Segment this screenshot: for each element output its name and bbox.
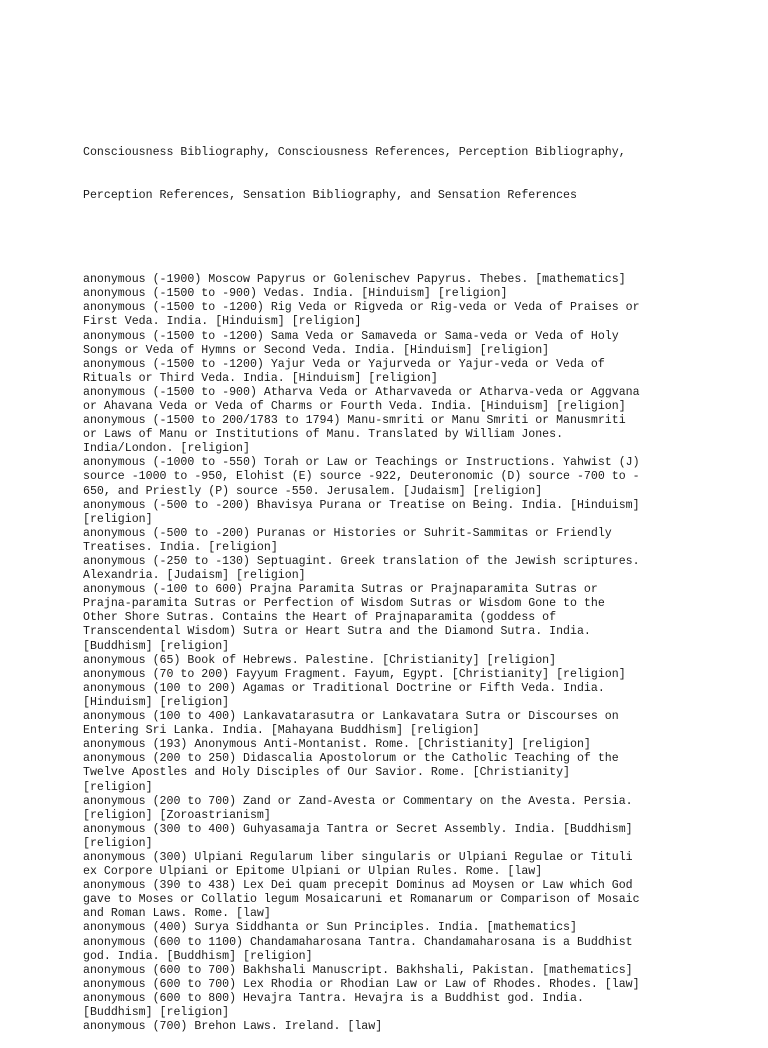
document-heading bbox=[83, 118, 693, 231]
bibliography-line: anonymous (100 to 400) Lankavatarasutra or Lankavatara Sutra or Discourses on bbox=[83, 710, 619, 724]
bibliography-line: anonymous (-1500 to 200/1783 to 1794) Manu-smriti or Manu Smriti or Manusmriti bbox=[83, 414, 626, 428]
bibliography-list bbox=[83, 273, 693, 1034]
bibliography-line: anonymous (700) Brehon Laws. Ireland. [law] bbox=[83, 1020, 383, 1034]
bibliography-line: anonymous (-1500 to -900) Vedas. India. [Hinduism] [religion] bbox=[83, 287, 508, 301]
bibliography-line: anonymous (100 to 200) Agamas or Traditional Doctrine or Fifth Veda. India. bbox=[83, 681, 605, 695]
bibliography-line: anonymous (65) Book of Hebrews. Palestine. [Christianity] [religion] bbox=[83, 653, 557, 667]
bibliography-line: god. India. [Buddhism] [religion] bbox=[83, 949, 313, 963]
bibliography-line: Other Shore Sutras. Contains the Heart of Prajnaparamita (goddess of bbox=[83, 611, 557, 625]
bibliography-line: anonymous (-500 to -200) Bhavisya Purana or Treatise on Being. India. [Hinduism] bbox=[83, 498, 640, 512]
bibliography-line: anonymous (-250 to -130) Septuagint. Greek translation of the Jewish scriptures. bbox=[83, 555, 640, 568]
bibliography-line: Twelve Apostles and Holy Disciples of Our Savior. Rome. [Christianity] bbox=[83, 766, 571, 780]
bibliography-line: India/London. [religion] bbox=[83, 442, 250, 456]
bibliography-line: Songs or Veda of Hymns or Second Veda. India. [Hinduism] [religion] bbox=[83, 343, 550, 357]
bibliography-line: anonymous (600 to 1100) Chandamaharosana Tantra. Chandamaharosana is a Buddhist bbox=[83, 935, 633, 949]
bibliography-line: source -1000 to -950, Elohist (E) source -922, Deuteronomic (D) source -700 to - bbox=[83, 470, 640, 484]
bibliography-line: anonymous (70 to 200) Fayyum Fragment. Fayum, Egypt. [Christianity] [religion] bbox=[83, 667, 626, 681]
bibliography-line: [religion] bbox=[83, 512, 153, 526]
bibliography-line: [religion] bbox=[83, 836, 153, 850]
bibliography-line: anonymous (193) Anonymous Anti-Montanist. Rome. [Christianity] [religion] bbox=[83, 738, 591, 752]
bibliography-line: anonymous (600 to 800) Hevajra Tantra. Hevajra is a Buddhist god. India. bbox=[83, 991, 584, 1005]
heading-line: Perception References, Sensation Bibliography, and Sensation References bbox=[83, 188, 577, 202]
bibliography-line: Alexandria. [Judaism] [religion] bbox=[83, 569, 306, 583]
heading-line: Consciousness Bibliography, Consciousness References, Perception Bibliography, bbox=[83, 146, 626, 160]
bibliography-line: anonymous (600 to 700) Bakhshali Manuscript. Bakhshali, Pakistan. [mathematics] bbox=[83, 963, 633, 977]
bibliography-line: First Veda. India. [Hinduism] [religion] bbox=[83, 315, 362, 329]
bibliography-line: Treatises. India. [religion] bbox=[83, 540, 278, 554]
bibliography-line: anonymous (300 to 400) Guhyasamaja Tantra or Secret Assembly. India. [Buddhism] bbox=[83, 822, 633, 836]
bibliography-line: anonymous (200 to 250) Didascalia Apostolorum or the Catholic Teaching of the bbox=[83, 752, 619, 766]
bibliography-line: anonymous (300) Ulpiani Regularum liber singularis or Ulpiani Regulae or Tituli bbox=[83, 850, 633, 864]
bibliography-line: anonymous (-1500 to -1200) Sama Veda or Samaveda or Sama-veda or Veda of Holy bbox=[83, 329, 619, 343]
bibliography-line: [Hinduism] [religion] bbox=[83, 695, 230, 709]
bibliography-line: or Laws of Manu or Institutions of Manu. Translated by William Jones. bbox=[83, 428, 564, 442]
bibliography-line: anonymous (600 to 700) Lex Rhodia or Rhodian Law or Law of Rhodes. Rhodes. [law] bbox=[83, 977, 640, 991]
bibliography-line: anonymous (200 to 700) Zand or Zand-Avesta or Commentary on the Avesta. Persia. bbox=[83, 794, 633, 808]
bibliography-line: anonymous (-1500 to -1200) Yajur Veda or Yajurveda or Yajur-veda or Veda of bbox=[83, 357, 605, 371]
bibliography-line: [religion] [Zoroastrianism] bbox=[83, 808, 271, 822]
bibliography-line: anonymous (-1900) Moscow Papyrus or Golenischev Papyrus. Thebes. [mathematics] bbox=[83, 273, 626, 287]
bibliography-line: anonymous (390 to 438) Lex Dei quam precepit Dominus ad Moysen or Law which God bbox=[83, 879, 633, 893]
bibliography-line: Transcendental Wisdom) Sutra or Heart Sutra and the Diamond Sutra. India. bbox=[83, 625, 591, 639]
bibliography-line: ex Corpore Ulpiani or Epitome Ulpiani or Ulpian Rules. Rome. [law] bbox=[83, 865, 543, 879]
bibliography-line: or Ahavana Veda or Veda of Charms or Fourth Veda. India. [Hinduism] [religion] bbox=[83, 399, 626, 413]
bibliography-line: gave to Moses or Collatio legum Mosaicaruni et Romanarum or Comparison of Mosaic bbox=[83, 893, 640, 907]
bibliography-line: 650, and Priestly (P) source -550. Jerusalem. [Judaism] [religion] bbox=[83, 484, 543, 498]
bibliography-line: [Buddhism] [religion] bbox=[83, 1006, 230, 1019]
bibliography-line: anonymous (-500 to -200) Puranas or Histories or Suhrit-Sammitas or Friendly bbox=[83, 526, 612, 540]
bibliography-line: [religion] bbox=[83, 780, 153, 794]
bibliography-line: Prajna-paramita Sutras or Perfection of Wisdom Sutras or Wisdom Gone to the bbox=[83, 597, 605, 611]
bibliography-line: anonymous (-1500 to -900) Atharva Veda or Atharvaveda or Atharva-veda or Aggvana bbox=[83, 385, 640, 399]
bibliography-line: anonymous (-1500 to -1200) Rig Veda or Rigveda or Rig-veda or Veda of Praises or bbox=[83, 301, 640, 315]
bibliography-line: Rituals or Third Veda. India. [Hinduism] [religion] bbox=[83, 371, 438, 385]
document-page bbox=[83, 90, 693, 1048]
bibliography-line: and Roman Laws. Rome. [law] bbox=[83, 907, 271, 921]
bibliography-line: anonymous (-1000 to -550) Torah or Law or Teachings or Instructions. Yahwist (J) bbox=[83, 456, 640, 470]
bibliography-line: Entering Sri Lanka. India. [Mahayana Buddhism] [religion] bbox=[83, 724, 480, 738]
bibliography-line: [Buddhism] [religion] bbox=[83, 639, 230, 653]
bibliography-line: anonymous (-100 to 600) Prajna Paramita Sutras or Prajnaparamita Sutras or bbox=[83, 583, 598, 597]
bibliography-line: anonymous (400) Surya Siddhanta or Sun Principles. India. [mathematics] bbox=[83, 921, 577, 935]
